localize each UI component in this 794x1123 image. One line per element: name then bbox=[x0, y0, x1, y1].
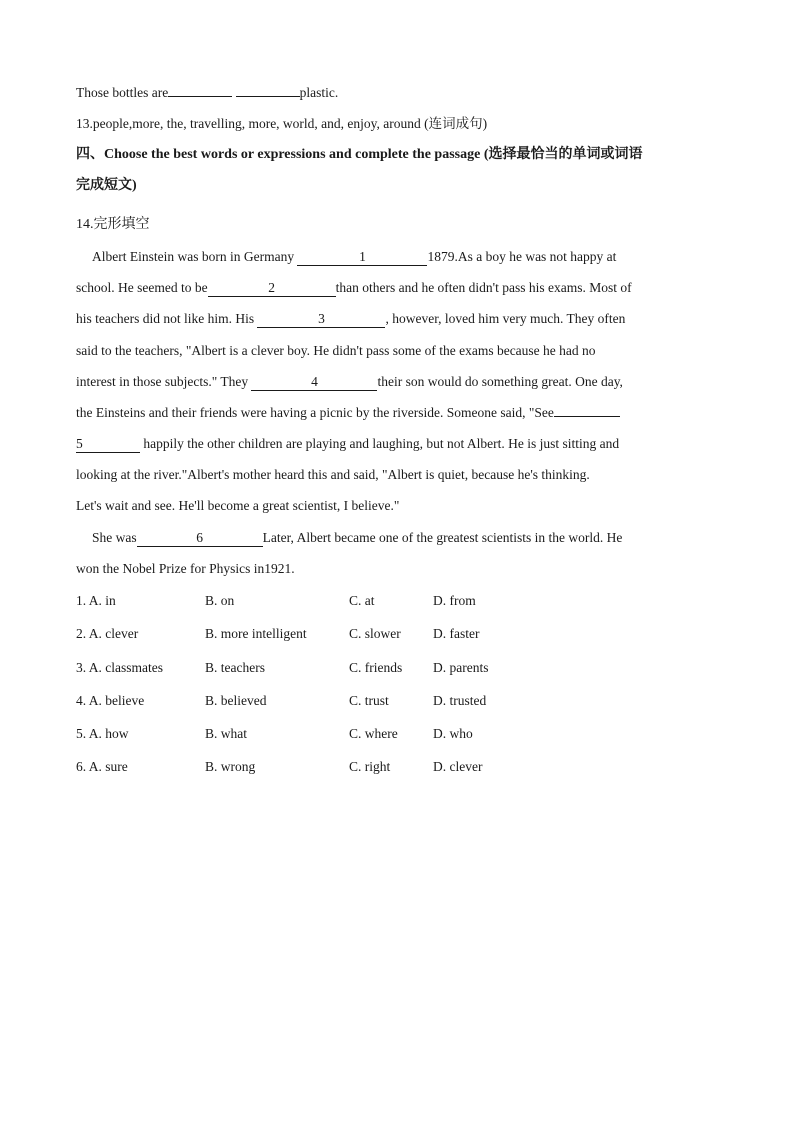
passage-line-8: looking at the river."Albert's mother heard this and said, "Albert is quiet, because he's thinking. bbox=[76, 467, 590, 482]
option-4a[interactable]: 4. A. believe bbox=[76, 693, 145, 708]
passage-line-11: won the Nobel Prize for Physics in1921. bbox=[76, 561, 295, 576]
question-13-line bbox=[76, 115, 487, 133]
option-4c[interactable]: C. trust bbox=[349, 693, 389, 708]
option-4b[interactable]: B. believed bbox=[205, 693, 267, 708]
q12-blank-1[interactable] bbox=[168, 96, 232, 97]
cloze-blank-4[interactable]: 4 bbox=[251, 374, 377, 391]
option-4d[interactable]: D. trusted bbox=[433, 693, 487, 708]
passage-text: interest in those subjects." They bbox=[76, 374, 249, 389]
passage-line-2 bbox=[76, 279, 632, 297]
passage-line-6 bbox=[76, 404, 620, 422]
option-6d[interactable]: D. clever bbox=[433, 759, 483, 774]
option-3a[interactable]: 3. A. classmates bbox=[76, 660, 163, 675]
passage-text: the Einsteins and their friends were having a picnic by the riverside. Someone said, "See bbox=[76, 405, 554, 420]
question-14-title: 14.完形填空 bbox=[76, 217, 150, 232]
option-row-6 bbox=[76, 758, 576, 776]
passage-text: Later, Albert became one of the greatest scientists in the world. He bbox=[262, 530, 623, 545]
option-row-5 bbox=[76, 725, 576, 743]
passage-text: , however, loved him very much. They often bbox=[385, 311, 626, 326]
option-row-4 bbox=[76, 692, 576, 710]
passage-line-1 bbox=[92, 248, 616, 266]
option-2c[interactable]: C. slower bbox=[349, 626, 401, 641]
option-1a[interactable]: 1. A. in bbox=[76, 593, 116, 608]
cloze-blank-3[interactable]: 3 bbox=[257, 311, 385, 328]
option-2d[interactable]: D. faster bbox=[433, 626, 480, 641]
passage-text: than others and he often didn't pass his exams. Most of bbox=[335, 280, 632, 295]
passage-line-5 bbox=[76, 373, 623, 391]
q13-text: 13.people,more, the, travelling, more, world, and, enjoy, around bbox=[76, 116, 421, 131]
q12-blank-2[interactable] bbox=[236, 96, 300, 97]
passage-text: Albert Einstein was born in Germany bbox=[92, 249, 295, 264]
q12-text-after: plastic. bbox=[299, 85, 339, 100]
option-1c[interactable]: C. at bbox=[349, 593, 375, 608]
cloze-blank-5-start[interactable] bbox=[554, 416, 620, 417]
option-2b[interactable]: B. more intelligent bbox=[205, 626, 307, 641]
cloze-blank-6[interactable]: 6 bbox=[137, 530, 263, 547]
option-6c[interactable]: C. right bbox=[349, 759, 391, 774]
option-5d[interactable]: D. who bbox=[433, 726, 473, 741]
option-3b[interactable]: B. teachers bbox=[205, 660, 265, 675]
q13-hint: (连词成句) bbox=[424, 116, 488, 131]
passage-text: his teachers did not like him. His bbox=[76, 311, 255, 326]
passage-line-10 bbox=[92, 529, 622, 547]
option-6a[interactable]: 6. A. sure bbox=[76, 759, 128, 774]
option-row-2 bbox=[76, 625, 576, 643]
option-5c[interactable]: C. where bbox=[349, 726, 398, 741]
q12-text-before: Those bottles are bbox=[76, 85, 169, 100]
cloze-blank-2[interactable]: 2 bbox=[208, 280, 336, 297]
option-3c[interactable]: C. friends bbox=[349, 660, 403, 675]
passage-line-9: Let's wait and see. He'll become a great scientist, I believe." bbox=[76, 498, 400, 513]
passage-line-3 bbox=[76, 310, 625, 328]
option-5b[interactable]: B. what bbox=[205, 726, 247, 741]
passage-line-4: said to the teachers, "Albert is a clever boy. He didn't pass some of the exams because he had no bbox=[76, 343, 596, 358]
section-4-heading: 四、Choose the best words or expressions and complete the passage (选择最恰当的单词或词语 bbox=[76, 147, 643, 162]
option-3d[interactable]: D. parents bbox=[433, 660, 489, 675]
option-1b[interactable]: B. on bbox=[205, 593, 235, 608]
passage-text: 1879.As a boy he was not happy at bbox=[427, 249, 617, 264]
passage-text: school. He seemed to be bbox=[76, 280, 208, 295]
passage-text: their son would do something great. One day, bbox=[377, 374, 623, 389]
cloze-blank-1[interactable]: 1 bbox=[297, 249, 427, 266]
option-6b[interactable]: B. wrong bbox=[205, 759, 256, 774]
passage-text: happily the other children are playing and laughing, but not Albert. He is just sitting and bbox=[143, 436, 620, 451]
passage-text: She was bbox=[92, 530, 137, 545]
question-12-line bbox=[76, 84, 338, 102]
option-5a[interactable]: 5. A. how bbox=[76, 726, 129, 741]
option-row-1 bbox=[76, 592, 576, 610]
passage-line-7 bbox=[76, 435, 619, 453]
option-1d[interactable]: D. from bbox=[433, 593, 476, 608]
cloze-blank-5[interactable]: 5 bbox=[76, 436, 140, 453]
option-row-3 bbox=[76, 659, 576, 677]
section-4-heading-cont: 完成短文) bbox=[76, 178, 137, 193]
option-2a[interactable]: 2. A. clever bbox=[76, 626, 139, 641]
